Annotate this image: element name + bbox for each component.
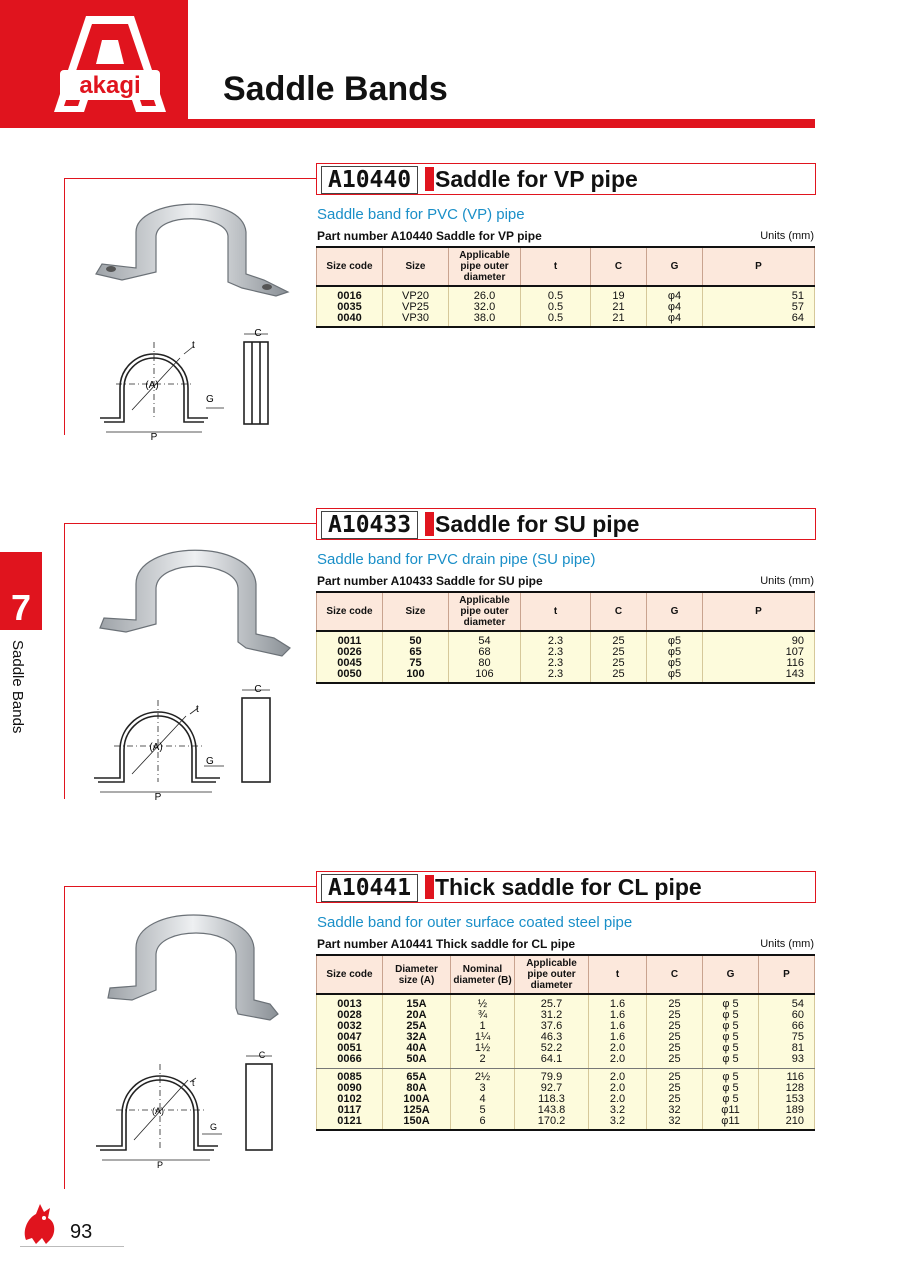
table-cell: φ4 bbox=[647, 286, 703, 302]
table-cell: 0028 bbox=[317, 1010, 383, 1021]
table-cell: 93 bbox=[759, 1054, 815, 1069]
table-cell: 51 bbox=[703, 286, 815, 302]
table-cell: 2 bbox=[451, 1054, 515, 1069]
col-header: C bbox=[647, 955, 703, 994]
part-number-line: Part number A10440 Saddle for VP pipe Units (mm) bbox=[317, 229, 814, 243]
table-cell: φ 5 bbox=[703, 1043, 759, 1054]
table-cell: 31.2 bbox=[515, 1010, 589, 1021]
spec-table-2 bbox=[316, 591, 815, 684]
table-cell: 81 bbox=[759, 1043, 815, 1054]
table-row bbox=[317, 1083, 815, 1094]
page-number: 93 bbox=[70, 1221, 93, 1243]
product-photo-cl bbox=[104, 904, 280, 1026]
table-cell: 32 bbox=[647, 1105, 703, 1116]
table-cell: 25 bbox=[647, 1043, 703, 1054]
table-cell: 0051 bbox=[317, 1043, 383, 1054]
table-cell: 0047 bbox=[317, 1032, 383, 1043]
page-title: Saddle Bands bbox=[223, 70, 448, 108]
footer-rule bbox=[20, 1246, 124, 1247]
table-cell: 0026 bbox=[317, 647, 383, 658]
table-cell: VP20 bbox=[383, 286, 449, 302]
table-cell: 25 bbox=[647, 1094, 703, 1105]
table-cell: 2.0 bbox=[589, 1083, 647, 1094]
table-row bbox=[317, 1021, 815, 1032]
diagram-label-a: (A) bbox=[152, 1106, 164, 1116]
table-cell: φ4 bbox=[647, 313, 703, 327]
table-cell: 1.6 bbox=[589, 994, 647, 1010]
col-header: G bbox=[647, 592, 703, 631]
table-cell: 0.5 bbox=[521, 313, 591, 327]
table-cell: 25A bbox=[383, 1021, 451, 1032]
table-cell: 0.5 bbox=[521, 286, 591, 302]
table-cell: 15A bbox=[383, 994, 451, 1010]
table-cell: 90 bbox=[703, 631, 815, 647]
table-row bbox=[317, 1105, 815, 1116]
table-cell: 60 bbox=[759, 1010, 815, 1021]
table-row bbox=[317, 286, 815, 302]
table-cell: 1.6 bbox=[589, 1032, 647, 1043]
table-cell: 3.2 bbox=[589, 1116, 647, 1130]
diagram-label-p: P bbox=[154, 792, 162, 800]
table-cell: φ 5 bbox=[703, 1094, 759, 1105]
table-cell: 0102 bbox=[317, 1094, 383, 1105]
dimension-diagram-su bbox=[90, 682, 290, 800]
table-cell: 0040 bbox=[317, 313, 383, 327]
units-label: Units (mm) bbox=[760, 575, 814, 587]
col-header: Applicable pipe outer diameter bbox=[449, 592, 521, 631]
table-cell: 25 bbox=[647, 1032, 703, 1043]
col-header: Size bbox=[383, 247, 449, 286]
product-name: Saddle for VP pipe bbox=[435, 166, 638, 192]
table-row bbox=[317, 1043, 815, 1054]
table-cell: 64.1 bbox=[515, 1054, 589, 1069]
units-label: Units (mm) bbox=[760, 230, 814, 242]
table-cell: 64 bbox=[703, 313, 815, 327]
col-header: t bbox=[589, 955, 647, 994]
diagram-label-t: t bbox=[196, 704, 199, 715]
table-cell: φ 5 bbox=[703, 1021, 759, 1032]
table-cell: 0016 bbox=[317, 286, 383, 302]
table-cell: 38.0 bbox=[449, 313, 521, 327]
col-header: t bbox=[521, 592, 591, 631]
table-cell: 57 bbox=[703, 302, 815, 313]
part-number-line: Part number A10433 Saddle for SU pipe Units (mm) bbox=[317, 574, 814, 588]
table-cell: 100 bbox=[383, 669, 449, 683]
table-cell: 1¼ bbox=[451, 1032, 515, 1043]
table-cell: 79.9 bbox=[515, 1069, 589, 1084]
table-cell: 52.2 bbox=[515, 1043, 589, 1054]
table-cell: 21 bbox=[591, 313, 647, 327]
table-row bbox=[317, 669, 815, 683]
table-cell: φ5 bbox=[647, 631, 703, 647]
col-header: C bbox=[591, 247, 647, 286]
table-cell: 25 bbox=[647, 1010, 703, 1021]
table-row bbox=[317, 1010, 815, 1021]
table-row bbox=[317, 1069, 815, 1084]
table-cell: 37.6 bbox=[515, 1021, 589, 1032]
table-row bbox=[317, 313, 815, 327]
col-header: Size bbox=[383, 592, 449, 631]
table-row bbox=[317, 1094, 815, 1105]
table-row bbox=[317, 1116, 815, 1130]
table-cell: 25 bbox=[591, 647, 647, 658]
table-cell: φ 5 bbox=[703, 1010, 759, 1021]
diagram-label-g: G bbox=[210, 1122, 218, 1132]
table-cell: 0121 bbox=[317, 1116, 383, 1130]
table-cell: 189 bbox=[759, 1105, 815, 1116]
table-cell: 2.3 bbox=[521, 631, 591, 647]
col-header: t bbox=[521, 247, 591, 286]
table-cell: φ 5 bbox=[703, 1054, 759, 1069]
table-cell: 32A bbox=[383, 1032, 451, 1043]
mascot-icon bbox=[18, 1200, 60, 1246]
table-cell: 0011 bbox=[317, 631, 383, 647]
table-cell: 170.2 bbox=[515, 1116, 589, 1130]
table-cell: 143 bbox=[703, 669, 815, 683]
col-header: Diameter size (A) bbox=[383, 955, 451, 994]
chapter-label: Saddle Bands bbox=[9, 640, 26, 734]
section-title-2 bbox=[316, 508, 816, 540]
table-cell: 116 bbox=[703, 658, 815, 669]
diagram-label-c: C bbox=[254, 328, 262, 339]
table-cell: φ11 bbox=[703, 1105, 759, 1116]
table-cell: 3.2 bbox=[589, 1105, 647, 1116]
table-cell: 2.0 bbox=[589, 1094, 647, 1105]
table-cell: 32 bbox=[647, 1116, 703, 1130]
table-cell: φ5 bbox=[647, 669, 703, 683]
table-cell: 20A bbox=[383, 1010, 451, 1021]
title-separator bbox=[425, 512, 434, 536]
table-cell: 2.3 bbox=[521, 647, 591, 658]
table-cell: 0050 bbox=[317, 669, 383, 683]
table-cell: 1.6 bbox=[589, 1021, 647, 1032]
table-cell: 54 bbox=[449, 631, 521, 647]
dimension-diagram-cl bbox=[92, 1046, 292, 1170]
product-photo-vp bbox=[92, 192, 292, 300]
table-cell: ¾ bbox=[451, 1010, 515, 1021]
table-cell: 1½ bbox=[451, 1043, 515, 1054]
table-cell: 75 bbox=[383, 658, 449, 669]
col-header: P bbox=[703, 592, 815, 631]
table-row bbox=[317, 1032, 815, 1043]
header-red-bar bbox=[0, 119, 815, 128]
section-title-1 bbox=[316, 163, 816, 195]
table-row bbox=[317, 994, 815, 1010]
diagram-label-t: t bbox=[192, 340, 195, 351]
col-header: G bbox=[647, 247, 703, 286]
table-cell: φ 5 bbox=[703, 1069, 759, 1084]
table-cell: 3 bbox=[451, 1083, 515, 1094]
table-cell: 25 bbox=[647, 1021, 703, 1032]
col-header: P bbox=[759, 955, 815, 994]
col-header: Applicable pipe outer diameter bbox=[449, 247, 521, 286]
diagram-label-a: (A) bbox=[149, 742, 163, 753]
col-header: Size code bbox=[317, 955, 383, 994]
table-cell: 1.6 bbox=[589, 1010, 647, 1021]
table-cell: φ 5 bbox=[703, 1083, 759, 1094]
product-code: A10433 bbox=[321, 511, 418, 539]
table-cell: 2.0 bbox=[589, 1054, 647, 1069]
table-cell: φ5 bbox=[647, 647, 703, 658]
table-cell: 50 bbox=[383, 631, 449, 647]
table-cell: 0035 bbox=[317, 302, 383, 313]
table-cell: 153 bbox=[759, 1094, 815, 1105]
table-cell: 2.3 bbox=[521, 669, 591, 683]
table-cell: 0090 bbox=[317, 1083, 383, 1094]
table-cell: 25 bbox=[647, 994, 703, 1010]
table-cell: 210 bbox=[759, 1116, 815, 1130]
diagram-label-p: P bbox=[150, 432, 158, 440]
col-header: Size code bbox=[317, 247, 383, 286]
table-cell: 0085 bbox=[317, 1069, 383, 1084]
diagram-label-t: t bbox=[192, 1078, 195, 1088]
table-row bbox=[317, 647, 815, 658]
diagram-label-c: C bbox=[258, 1050, 266, 1060]
dimension-diagram-vp bbox=[94, 328, 294, 440]
table-cell: 26.0 bbox=[449, 286, 521, 302]
table-cell: 143.8 bbox=[515, 1105, 589, 1116]
col-header: G bbox=[703, 955, 759, 994]
table-cell: 80 bbox=[449, 658, 521, 669]
section-title-3 bbox=[316, 871, 816, 903]
table-row bbox=[317, 1054, 815, 1069]
table-cell: 25 bbox=[591, 658, 647, 669]
table-cell: 65A bbox=[383, 1069, 451, 1084]
chapter-tab: 7 bbox=[0, 552, 42, 630]
table-cell: 2.0 bbox=[589, 1069, 647, 1084]
diagram-label-p: P bbox=[156, 1160, 164, 1170]
table-cell: 2½ bbox=[451, 1069, 515, 1084]
section-subtitle: Saddle band for PVC (VP) pipe bbox=[317, 206, 525, 223]
col-header: C bbox=[591, 592, 647, 631]
table-cell: φ4 bbox=[647, 302, 703, 313]
table-cell: 0032 bbox=[317, 1021, 383, 1032]
table-cell: VP25 bbox=[383, 302, 449, 313]
table-cell: 0013 bbox=[317, 994, 383, 1010]
part-number-line: Part number A10441 Thick saddle for CL pipe Units (mm) bbox=[317, 937, 814, 951]
table-cell: 106 bbox=[449, 669, 521, 683]
table-cell: 54 bbox=[759, 994, 815, 1010]
table-cell: 118.3 bbox=[515, 1094, 589, 1105]
table-cell: 128 bbox=[759, 1083, 815, 1094]
table-cell: 65 bbox=[383, 647, 449, 658]
table-cell: 25 bbox=[647, 1083, 703, 1094]
spec-table-1 bbox=[316, 246, 815, 328]
title-separator bbox=[425, 167, 434, 191]
title-separator bbox=[425, 875, 434, 899]
table-cell: ½ bbox=[451, 994, 515, 1010]
table-cell: 80A bbox=[383, 1083, 451, 1094]
table-cell: 0045 bbox=[317, 658, 383, 669]
table-cell: φ11 bbox=[703, 1116, 759, 1130]
product-name: Saddle for SU pipe bbox=[435, 511, 640, 537]
table-cell: 6 bbox=[451, 1116, 515, 1130]
product-photo-su bbox=[96, 538, 292, 660]
table-cell: 0117 bbox=[317, 1105, 383, 1116]
table-cell: φ 5 bbox=[703, 994, 759, 1010]
table-cell: 66 bbox=[759, 1021, 815, 1032]
section-subtitle: Saddle band for outer surface coated steel pipe bbox=[317, 914, 633, 931]
spec-table-3 bbox=[316, 954, 815, 1131]
diagram-label-g: G bbox=[206, 394, 214, 405]
diagram-label-g: G bbox=[206, 756, 214, 767]
table-cell: 19 bbox=[591, 286, 647, 302]
section-subtitle: Saddle band for PVC drain pipe (SU pipe) bbox=[317, 551, 596, 568]
col-header: Nominal diameter (B) bbox=[451, 955, 515, 994]
table-cell: 32.0 bbox=[449, 302, 521, 313]
table-cell: 0066 bbox=[317, 1054, 383, 1069]
table-row bbox=[317, 631, 815, 647]
table-cell: 40A bbox=[383, 1043, 451, 1054]
table-cell: 25 bbox=[591, 631, 647, 647]
table-cell: 2.0 bbox=[589, 1043, 647, 1054]
product-code: A10441 bbox=[321, 874, 418, 902]
table-cell: 25 bbox=[647, 1069, 703, 1084]
table-row bbox=[317, 302, 815, 313]
product-code: A10440 bbox=[321, 166, 418, 194]
table-cell: φ 5 bbox=[703, 1032, 759, 1043]
akagi-logo bbox=[52, 12, 168, 116]
units-label: Units (mm) bbox=[760, 938, 814, 950]
table-cell: φ5 bbox=[647, 658, 703, 669]
table-cell: 125A bbox=[383, 1105, 451, 1116]
product-name: Thick saddle for CL pipe bbox=[435, 874, 702, 900]
table-cell: 25.7 bbox=[515, 994, 589, 1010]
col-header: P bbox=[703, 247, 815, 286]
table-cell: 107 bbox=[703, 647, 815, 658]
table-cell: 150A bbox=[383, 1116, 451, 1130]
table-cell: 100A bbox=[383, 1094, 451, 1105]
table-cell: 68 bbox=[449, 647, 521, 658]
diagram-label-a: (A) bbox=[145, 380, 159, 391]
diagram-label-c: C bbox=[254, 684, 262, 695]
logo-text: akagi bbox=[79, 72, 141, 99]
table-cell: 1 bbox=[451, 1021, 515, 1032]
table-cell: 75 bbox=[759, 1032, 815, 1043]
col-header: Size code bbox=[317, 592, 383, 631]
table-row bbox=[317, 658, 815, 669]
table-cell: 50A bbox=[383, 1054, 451, 1069]
table-cell: 5 bbox=[451, 1105, 515, 1116]
table-cell: 25 bbox=[591, 669, 647, 683]
table-cell: 2.3 bbox=[521, 658, 591, 669]
table-cell: 116 bbox=[759, 1069, 815, 1084]
table-cell: 21 bbox=[591, 302, 647, 313]
table-cell: 92.7 bbox=[515, 1083, 589, 1094]
table-cell: 0.5 bbox=[521, 302, 591, 313]
col-header: Applicable pipe outer diameter bbox=[515, 955, 589, 994]
table-cell: 4 bbox=[451, 1094, 515, 1105]
table-cell: 46.3 bbox=[515, 1032, 589, 1043]
table-cell: VP30 bbox=[383, 313, 449, 327]
table-cell: 25 bbox=[647, 1054, 703, 1069]
